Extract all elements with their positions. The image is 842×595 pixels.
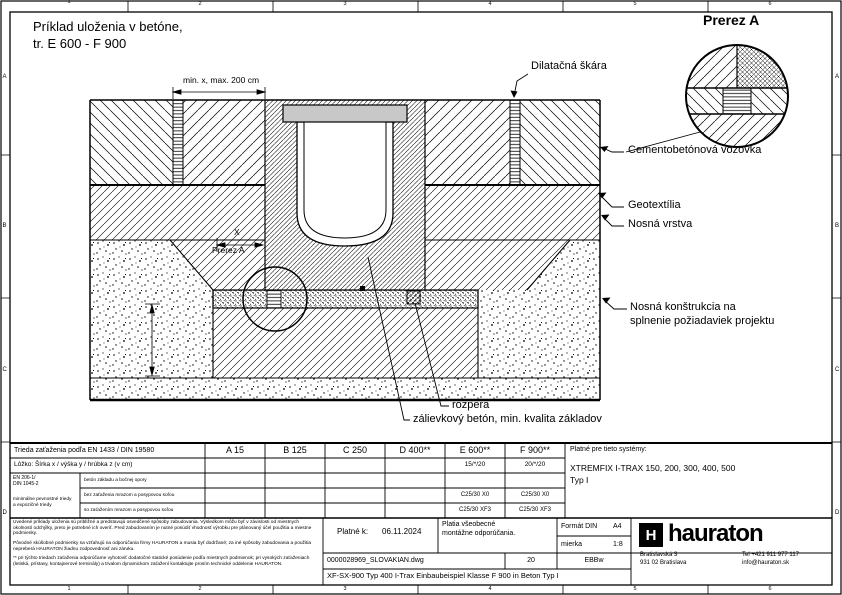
rozpera-spacer	[407, 291, 420, 304]
dimension-top-label: min. x, max. 200 cm	[183, 75, 260, 85]
norm-line3: minimálne pevnostné triedy	[13, 497, 72, 502]
channel-unit	[283, 105, 407, 246]
below-band-fill	[213, 308, 478, 378]
scale-value: 1:8	[613, 541, 623, 548]
class-d400: D 400**	[399, 445, 431, 455]
callout-zalievkovy-beton: zálievkový betón, min. kvalita základov	[413, 413, 602, 425]
zone-number-top-2: 2	[198, 1, 202, 7]
page-title-line1: Príklad uloženia v betóne,	[33, 19, 183, 34]
norm-line4: a expozičné triedy	[13, 503, 52, 508]
detail-view	[686, 45, 788, 147]
bedding-label: Lôžko: Šírka x / výška y / hrúbka z (v cm)	[14, 461, 133, 468]
zone-number-bottom-5: 5	[633, 586, 637, 592]
author-code: EBBw	[584, 557, 604, 564]
class-f900: F 900**	[519, 445, 551, 455]
company-address-line2: 931 02 Bratislava	[640, 560, 687, 566]
disclaimer-paragraph-1: Uvedené príklady uloženia sú približné a predstavujú osvedčené spôsoby zabudovania. Výsledkom môžu byť v závislosti od miestnych okolností odchýlky, preto je potrebné ich overiť. Pred zabudovaním je nutné posúdiť vhodnosť výrobku pre plánovaný účel použitia a miestne podmienky.	[13, 520, 312, 536]
bedding-value-5: 20/*/20	[524, 461, 546, 468]
note-line2: montážne odporúčania.	[442, 530, 516, 537]
dimension-x-label: X	[234, 227, 240, 237]
systems-line2: Typ I	[570, 475, 589, 485]
class-c250: C 250	[342, 445, 368, 455]
callout-cementobetonova-vozovka: Cementobetónová vozovka	[628, 144, 762, 156]
logo-letter: H	[645, 526, 657, 544]
zone-number-top-1: 1	[67, 0, 71, 5]
valid-label: Platné k:	[337, 527, 369, 536]
class-e600: E 600**	[459, 445, 491, 455]
zone-number-bottom-6: 6	[768, 586, 772, 592]
zone-letter-left-c: C	[2, 367, 7, 373]
concrete-value-f900-x0: C25/30 X0	[520, 492, 550, 498]
concrete-row-label-0: betón základu a bočnej opory	[84, 478, 147, 483]
note-line1: Platia všeobecné	[442, 521, 496, 528]
zone-number-top-4: 4	[488, 1, 492, 7]
page-title-line2: tr. E 600 - F 900	[33, 36, 127, 51]
zone-number-bottom-2: 2	[198, 586, 202, 592]
sheet-number: 20	[527, 557, 535, 564]
company-phone: Tel +421 911 977 117	[742, 552, 799, 558]
callout-geotextilia: Geotextília	[628, 199, 681, 211]
grating	[283, 105, 407, 122]
concrete-value-e600-x0: C25/30 X0	[460, 492, 490, 498]
fixing-dot	[360, 286, 365, 291]
norm-line1: EN 206-1/	[13, 475, 36, 481]
zone-number-top-3: 3	[343, 1, 347, 7]
valid-date: 06.11.2024	[382, 527, 422, 536]
joint-in-band	[267, 290, 281, 308]
norm-line2: DIN 1045-2	[13, 481, 39, 487]
section-marker-label: Prerez A	[212, 245, 245, 255]
callout-rozpera: rozpera	[452, 399, 490, 411]
zone-letter-right-d: D	[835, 510, 840, 516]
bedding-value-4: 15/*/20	[464, 461, 486, 468]
zone-number-bottom-1: 1	[67, 586, 71, 592]
file-name: 0000028969_SLOVAKIAN.dwg	[327, 557, 424, 564]
callout-nosna-vrstva: Nosná vrstva	[628, 218, 693, 230]
zone-letter-right-c: C	[835, 367, 840, 373]
zone-number-top-5: 5	[633, 1, 637, 7]
callout-nosna-konstrukcia-line1: Nosná konštrukcia na	[630, 301, 736, 313]
hauraton-logo-icon	[639, 523, 663, 547]
company-address-line1: Bratislavská 3	[640, 552, 678, 558]
concrete-value-e600-xf3: C25/30 XF3	[458, 507, 492, 513]
scale-label: mierka	[561, 541, 583, 548]
callout-nosna-konstrukcia-line2: splnenie požiadaviek projektu	[630, 315, 775, 327]
disclaimer-paragraph-2: Pôvodné skúšobné podmienky sa vzťahujú na odporúčania firmy HAURATON a musia byť dodržané; za iné spôsoby zabudovania a použitia nepreberá HAURATON žiadnu zodpovednosť ani záruku.	[13, 541, 312, 552]
concrete-row-label-2: so zaťažením mrazom a posypovou soľou	[84, 508, 174, 513]
company-email: info@hauraton.sk	[742, 560, 790, 566]
zone-number-top-6: 6	[768, 1, 772, 7]
zone-number-bottom-4: 4	[488, 586, 492, 592]
company-name: hauraton	[668, 520, 763, 547]
zone-number-bottom-3: 3	[343, 586, 347, 592]
concrete-row-label-1: bez zaťaženia mrazom a posypovou soľou	[84, 493, 175, 498]
zone-letter-left-d: D	[2, 510, 7, 516]
class-b125: B 125	[283, 445, 307, 455]
concrete-value-f900-xf3: C25/30 XF3	[518, 507, 552, 513]
format-label: Formát DIN	[561, 523, 598, 530]
systems-line1: XTREMFIX I-TRAX 150, 200, 300, 400, 500	[570, 463, 736, 473]
load-class-label: Trieda zaťaženia podľa EN 1433 / DIN 19580	[14, 447, 155, 454]
drawing-title: XF-SX-900 Typ 400 I-Trax Einbaubeispiel Klasse F 900 in Beton Typ I	[327, 571, 559, 580]
class-a15: A 15	[225, 445, 245, 455]
detail-view-title: Prerez A	[703, 12, 760, 28]
disclaimer-paragraph-3: ** pri týchto triedach zaťaženia odporúčame vyhotoviť dodatočné statické posúdenie podľa miestnych podmienok; pri vysokých zaťaženiach (letiská, prístavy, kontajnerové terminály) a trvalom dynamickom zaťažení kontaktujte prosím technické oddelenie HAURATON.	[13, 556, 310, 567]
format-value: A4	[613, 523, 622, 530]
zone-letter-right-b: B	[835, 223, 840, 229]
callout-dilatacna-skara: Dilatačná škára	[531, 60, 607, 72]
zone-letter-left-b: B	[2, 223, 7, 229]
zone-letter-right-a: A	[835, 74, 840, 80]
zone-letter-left-a: A	[2, 74, 7, 80]
systems-label: Platné pre tieto systémy:	[570, 446, 647, 453]
